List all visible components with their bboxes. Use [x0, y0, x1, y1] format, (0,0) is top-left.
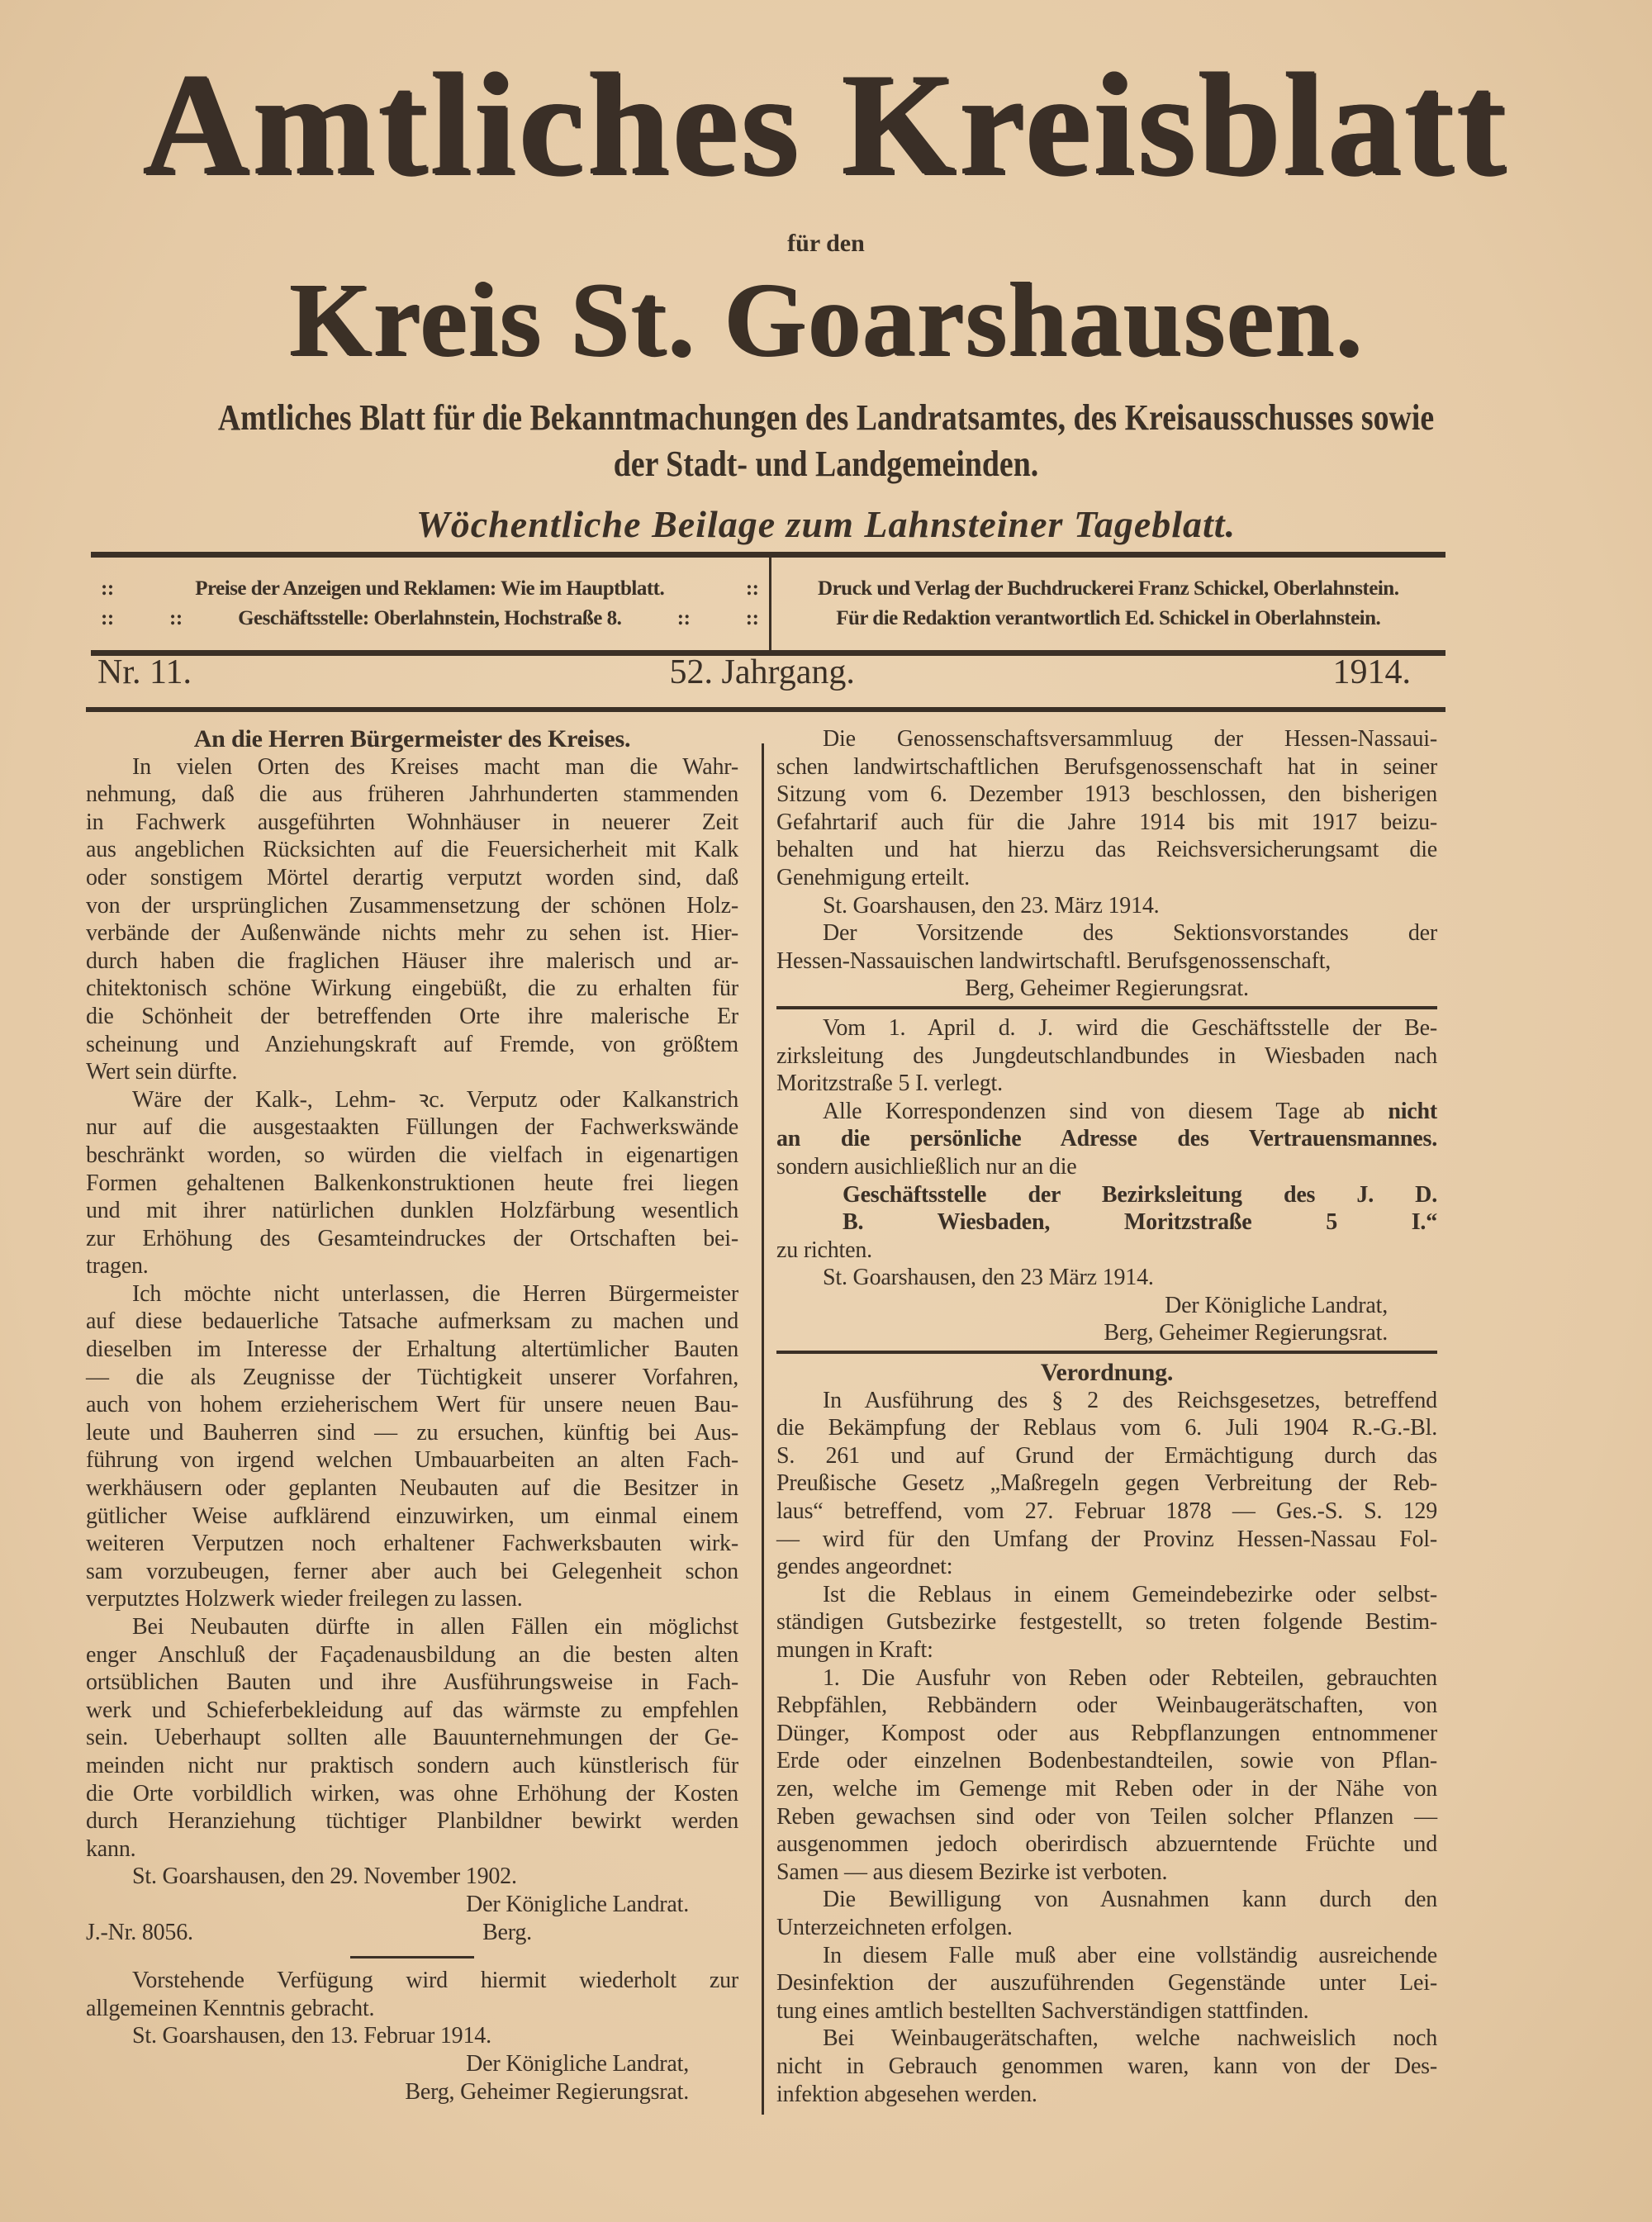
paragraph-line: in Fachwerk ausgeführten Wohnhäuser in neuerer Zeit	[86, 809, 738, 835]
paragraph-line: Die Genossenschaftsversammluug der Hessen-Nassaui-	[823, 726, 1437, 752]
paragraph-line: sam vorzubeugen, ferner aber auch bei Gelegenheit schon	[86, 1558, 738, 1584]
paragraph-line: zur Erhöhung des Gesamteindruckes der Ortschaften bei-	[86, 1225, 738, 1251]
section-heading: Verordnung.	[1040, 1359, 1174, 1387]
subtitle-line-2: der Stadt- und Landgemeinden.	[613, 444, 1039, 484]
paragraph-line: 1. Die Ausfuhr von Reben oder Rebteilen, gebrauchten	[823, 1664, 1437, 1691]
issue-volume: 52. Jahrgang.	[669, 653, 855, 691]
paragraph-line: allgemeinen Kenntnis gebracht.	[86, 1995, 375, 2021]
paragraph-line: scheinung und Anziehungskraft auf Fremde, von größtem	[86, 1031, 738, 1057]
section-heading: An die Herren Bürgermeister des Kreises.	[193, 725, 631, 753]
signature-line: Berg, Geheimer Regierungsrat.	[1104, 1320, 1388, 1346]
address-line: B. Wiesbaden, Moritzstraße 5 I.“	[843, 1209, 1437, 1236]
emphasized-word: nicht	[1388, 1098, 1438, 1124]
section-rule	[350, 1956, 474, 1958]
paragraph-line: In diesem Falle muß aber eine vollständig ausreichende	[823, 1942, 1437, 1968]
reference-and-signature	[86, 1919, 738, 1947]
paragraph-line: — die als Zeugnisse der Tüchtigkeit unserer Vorfahren,	[86, 1364, 738, 1390]
paragraph-line: verputztes Holzwerk wieder freilegen zu lassen.	[86, 1586, 523, 1612]
pricing-info	[91, 558, 771, 650]
paragraph-line: werkhäusern oder geplanten Neubauten auf die Besitzer in	[86, 1475, 738, 1502]
editor-line: Für die Redaktion verantwortlich Ed. Schickel in Oberlahnstein.	[836, 607, 1381, 629]
issue-year: 1914.	[1332, 653, 1411, 691]
paragraph-line: ständigen Gutsbezirke festgestellt, so treten folgende Bestim-	[776, 1609, 1437, 1636]
paragraph-line: Gefahrtarif auch für die Jahre 1914 bis mit 1917 beizu-	[776, 809, 1437, 835]
paragraph-line: Unterzeichneten erfolgen.	[776, 1914, 1013, 1940]
column-divider	[762, 743, 764, 2115]
dateline: St. Goarshausen, den 29. November 1902.	[132, 1864, 517, 1890]
paragraph-line: Der Vorsitzende des Sektionsvorstandes der	[823, 920, 1437, 947]
paragraph-line: oder sonstigem Mörtel derartig verputzt worden sind, daß	[86, 864, 738, 890]
signature-line: Der Königliche Landrat,	[1165, 1292, 1388, 1318]
paragraph-line: tung eines amtlich bestellten Sachverständigen stattfinden.	[776, 1997, 1309, 2024]
paragraph-line: von der ursprünglichen Zusammensetzung der schönen Holz-	[86, 892, 738, 919]
signature-line: Berg, Geheimer Regierungsrat.	[405, 2078, 689, 2105]
header-rule	[86, 707, 1446, 712]
paragraph-line: In Ausführung des § 2 des Reichsgesetzes, betreffend	[823, 1387, 1437, 1413]
paragraph-line: nicht in Gebrauch genommen waren, kann von der Des-	[776, 2053, 1437, 2079]
line-text: Alle Korrespondenzen sind von diesem Tage ab	[823, 1098, 1365, 1124]
ornament: ::	[169, 607, 183, 629]
ornament: ::	[101, 577, 114, 600]
masthead-supplement-note: Wöchentliche Beilage zum Lahnsteiner Tageblatt.	[415, 503, 1237, 545]
paragraph-line: führung von irgend welchen Umbauarbeiten an alten Fach-	[86, 1447, 738, 1474]
pricing-text: Preise der Anzeigen und Reklamen: Wie im Hauptblatt.	[195, 577, 665, 600]
paragraph-line: ausgenommen jedoch oberirdisch abzuerntende Früchte und	[776, 1831, 1437, 1858]
paragraph-line: auf diese bedauerliche Tatsache aufmerksam zu machen und	[86, 1308, 738, 1335]
paragraph-line: nehmung, daß die aus früheren Jahrhunderten stammenden	[86, 781, 738, 808]
section-rule	[776, 1351, 1437, 1354]
paragraph-line	[776, 1098, 1437, 1126]
paragraph-line: sein. Ueberhaupt sollten alle Bauunternehmungen der Ge-	[86, 1725, 738, 1751]
paragraph-line: Moritzstraße 5 I. verlegt.	[776, 1071, 1003, 1097]
paragraph-line: nur auf die ausgestaakten Füllungen der Fachwerkswände	[86, 1114, 738, 1141]
paragraph-line: gendes angeordnet:	[776, 1554, 953, 1580]
paragraph-line: Bei Neubauten dürfte in allen Fällen ein möglichst	[132, 1614, 738, 1640]
paragraph-line: beschränkt worden, so würden die vielfach in eigenartigen	[86, 1142, 738, 1168]
paragraph-line: die Bekämpfung der Reblaus vom 6. Juli 1904 R.-G.-Bl.	[776, 1415, 1437, 1441]
paragraph-line: chitektonisch schöne Wirkung eingebüßt, die zu erhalten für	[86, 976, 738, 1002]
issue-line	[97, 653, 1411, 692]
paragraph-line: Wäre der Kalk-, Lehm- ꝛc. Verputz oder Kalkanstrich	[132, 1086, 738, 1113]
dateline: St. Goarshausen, den 23. März 1914.	[823, 892, 1160, 919]
paragraph-line: schen landwirtschaftlichen Berufsgenossenschaft hat in seiner	[776, 753, 1437, 780]
paragraph-line: zen, welche im Gemenge mit Reben oder in der Nähe von	[776, 1775, 1437, 1802]
paragraph-line: Genehmigung erteilt.	[776, 864, 970, 890]
signature-line: Der Königliche Landrat.	[466, 1891, 689, 1917]
paragraph-line: Vom 1. April d. J. wird die Geschäftsstelle der Be-	[823, 1014, 1437, 1041]
paragraph-line: In vielen Orten des Kreises macht man die Wahr-	[132, 753, 738, 780]
printer-line: Druck und Verlag der Buchdruckerei Franz Schickel, Oberlahnstein.	[818, 577, 1399, 600]
signature-line: Berg, Geheimer Regierungsrat.	[965, 976, 1249, 1002]
paragraph-line: Samen — aus diesem Bezirke ist verboten.	[776, 1859, 1168, 1885]
paragraph-line: sondern ausichließlich nur an die	[776, 1153, 1077, 1180]
office-address: Geschäftsstelle: Oberlahnstein, Hochstraße 8.	[238, 607, 622, 629]
paragraph-line: Preußische Gesetz „Maßregeln gegen Verbreitung der Reb-	[776, 1470, 1437, 1497]
paragraph-line: verbände der Außenwände nichts mehr zu sehen ist. Hier-	[86, 920, 738, 947]
paragraph-line: enger Anschluß der Façadenausbildung an die besten alten	[86, 1641, 738, 1668]
paragraph-line: Dünger, Kompost oder aus Rebpflanzungen entnommener	[776, 1720, 1437, 1746]
ornament: ::	[745, 607, 759, 629]
paragraph-line: Sitzung vom 6. Dezember 1913 beschlossen, den bisherigen	[776, 781, 1437, 808]
paragraph-line: Formen gehaltenen Balkenkonstruktionen heute frei liegen	[86, 1170, 738, 1196]
printer-info	[771, 558, 1446, 650]
paragraph-line: die Orte vorbildlich wirken, was ohne Erhöhung der Kosten	[86, 1780, 738, 1807]
paragraph-line: Hessen-Nassauischen landwirtschaftl. Berufsgenossenschaft,	[776, 947, 1332, 974]
signature-line: Der Königliche Landrat,	[466, 2050, 689, 2077]
masthead-district: Kreis St. Goarshausen.	[288, 261, 1364, 378]
paragraph-line: durch haben die fraglichen Häuser ihre malerisch und ar-	[86, 947, 738, 974]
paragraph-line: die Schönheit der betreffenden Orte ihre malerische Er	[86, 1003, 738, 1029]
paragraph-line: S. 261 und auf Grund der Ermächtigung durch das	[776, 1442, 1437, 1469]
paragraph-line: laus“ betreffend, vom 27. Februar 1878 — Ges.-S. S. 129	[776, 1498, 1437, 1525]
paragraph-line: leute und Bauherren sind — zu ersuchen, künftig bei Aus-	[86, 1419, 738, 1446]
paragraph-line: gütlicher Weise aufklärend einzuwirken, um einmal einem	[86, 1503, 738, 1529]
dateline: St. Goarshausen, den 13. Februar 1914.	[132, 2023, 491, 2049]
paragraph-line: Ist die Reblaus in einem Gemeindebezirke oder selbst-	[823, 1581, 1437, 1607]
paragraph-line: und mit ihrer natürlichen dunklen Holzfärbung wesentlich	[86, 1198, 738, 1224]
paragraph-line: zirksleitung des Jungdeutschlandbundes in Wiesbaden nach	[776, 1042, 1437, 1069]
section-rule	[776, 1006, 1437, 1009]
paragraph-line: Reben gewachsen sind oder von Teilen solcher Pflanzen —	[776, 1803, 1437, 1830]
paragraph-line: dieselben im Interesse der Erhaltung altertümlicher Bauten	[86, 1337, 738, 1363]
paragraph-line: Die Bewilligung von Ausnahmen kann durch den	[823, 1887, 1437, 1913]
paragraph-line: infektion abgesehen werden.	[776, 2081, 1037, 2107]
paragraph-line: Wert sein dürfte.	[86, 1059, 238, 1085]
paragraph-line: mungen in Kraft:	[776, 1637, 933, 1663]
journal-number: J.-Nr. 8056.	[86, 1919, 193, 1945]
paragraph-line: — wird für den Umfang der Provinz Hessen-Nassau Fol-	[776, 1526, 1437, 1552]
left-column	[86, 725, 738, 2106]
paragraph-line: Desinfektion der auszuführenden Gegenstände unter Lei-	[776, 1970, 1437, 1996]
paragraph-line: weiteren Verputzen noch erhaltener Fachwerksbauten wirk-	[86, 1531, 738, 1557]
ornament: ::	[745, 577, 759, 600]
paragraph-line: auch von hohem erzieherischem Wert für unsere neuen Bau-	[86, 1392, 738, 1418]
ornament: ::	[101, 607, 114, 629]
ornament: ::	[676, 607, 691, 629]
paragraph-line: Vorstehende Verfügung wird hiermit wiederholt zur	[132, 1968, 738, 1994]
paragraph-line: an die persönliche Adresse des Vertrauensmannes.	[776, 1126, 1437, 1152]
paragraph-line: durch Heranziehung tüchtiger Planbildner bewirkt werden	[86, 1808, 738, 1835]
masthead-fuer-den: für den	[787, 230, 865, 257]
masthead-title: Amtliches Kreisblatt	[143, 42, 1509, 206]
paragraph-line: Rebpfählen, Rebbändern oder Weinbaugerätschaften, von	[776, 1693, 1437, 1719]
paragraph-line: Bei Weinbaugerätschaften, welche nachweislich noch	[823, 2025, 1437, 2052]
paragraph-line: behalten und hat hierzu das Reichsversicherungsamt die	[776, 837, 1437, 863]
signature-name: Berg.	[482, 1919, 532, 1945]
masthead-subtitle	[0, 395, 1652, 487]
dateline: St. Goarshausen, den 23 März 1914.	[823, 1265, 1154, 1291]
paragraph-line: werk und Schieferbekleidung auf das wärmste zu empfehlen	[86, 1697, 738, 1723]
subtitle-line-1: Amtliches Blatt für die Bekanntmachungen des Landratsamtes, des Kreisausschusses sowie	[217, 397, 1435, 438]
right-column	[776, 725, 1437, 2108]
paragraph-line: aus angeblichen Rücksichten auf die Feuersicherheit mit Kalk	[86, 837, 738, 863]
text-line: zu richten.	[776, 1237, 872, 1263]
paragraph-line: meinden nicht nur praktisch sondern auch künstlerisch für	[86, 1752, 738, 1778]
publisher-info-box	[91, 552, 1446, 656]
issue-number: Nr. 11.	[97, 653, 192, 691]
address-line: Geschäftsstelle der Bezirksleitung des J. D.	[843, 1181, 1437, 1208]
paragraph-line: tragen.	[86, 1253, 149, 1280]
paragraph-line: kann.	[86, 1835, 136, 1862]
paragraph-line: Ich möchte nicht unterlassen, die Herren Bürgermeister	[132, 1280, 738, 1307]
paragraph-line: Erde oder einzelnen Bodenbestandteilen, sowie von Pflan-	[776, 1748, 1437, 1774]
paragraph-line: ortsüblichen Bauten und ihre Ausführungsweise in Fach-	[86, 1669, 738, 1696]
